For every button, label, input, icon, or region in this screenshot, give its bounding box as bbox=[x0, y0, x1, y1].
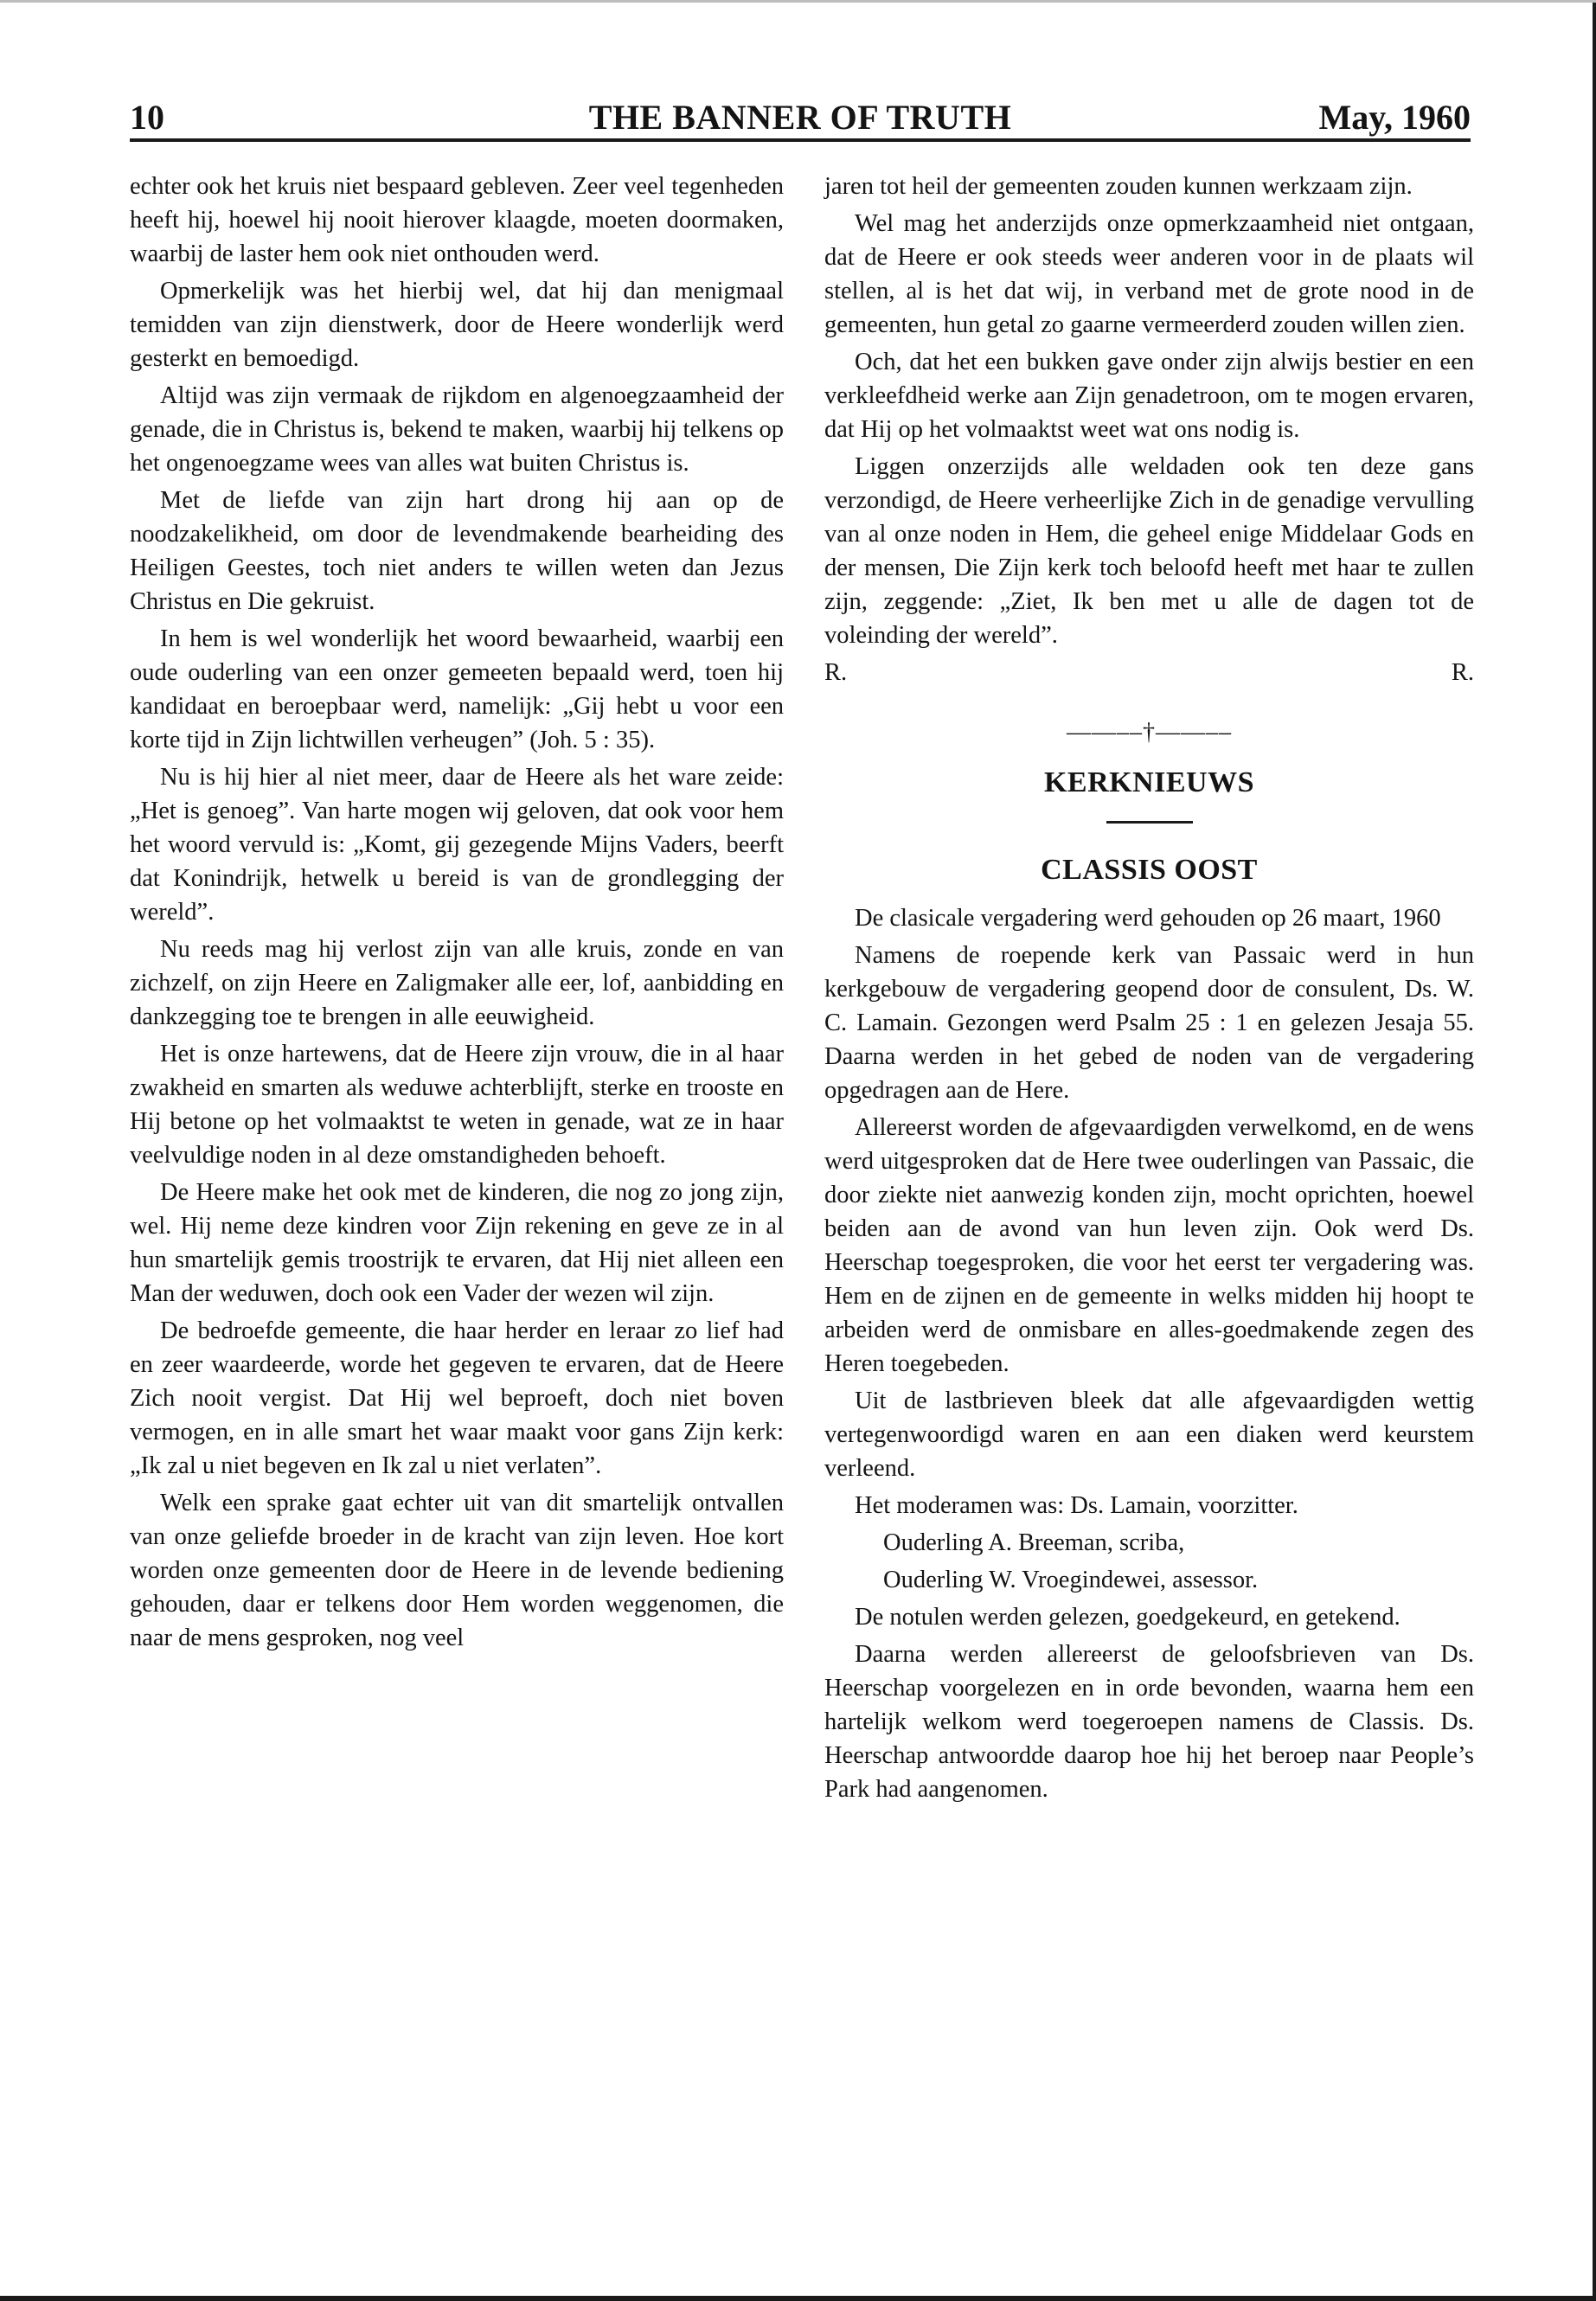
journal-title: THE BANNER OF TRUTH bbox=[588, 98, 1012, 137]
page-number: 10 bbox=[130, 98, 164, 137]
issue-date: May, 1960 bbox=[1318, 98, 1471, 137]
paragraph: Het is onze hartewens, dat de Heere zijn vrouw, die in al haar zwakheid en smarten als weduwe achterblijft, sterke en trooste en Hij betone op het volmaaktst te weten in genade, wat ze in haar veelvuldige noden in al deze omstandigheden behoeft. bbox=[130, 1041, 784, 1169]
paragraph: Wel mag het anderzijds onze opmerkzaamheid niet ontgaan, dat de Heere er ook steeds weer anderen voor in de plaats wil stellen, al is het dat wij, in verband met de grote nood in de gemeenten, hun getal zo gaarne vermeerderd zouden willen zien. bbox=[824, 210, 1474, 338]
paragraph: De clasicale vergadering werd gehouden op 26 maart, 1960 bbox=[855, 905, 1441, 932]
section-heading: KERKNIEUWS bbox=[1043, 766, 1255, 798]
moderamen-member: Ouderling A. Breeman, scriba, bbox=[883, 1529, 1185, 1556]
signature-row bbox=[824, 656, 1474, 689]
top-edge-rule bbox=[0, 0, 1596, 3]
paragraph: Opmerkelijk was het hierbij wel, dat hij dan menigmaal temidden van zijn dienstwerk, door de Heere wonderlijk werd gesterkt en bemoedigd. bbox=[130, 278, 784, 372]
paragraph: Nu is hij hier al niet meer, daar de Heere als het ware zeide: „Het is genoeg”. Van harte mogen wij geloven, dat ook voor hem het woord vervuld is: „Komt, gij gezegende Mijns Vaders, beerft dat Konindrijk, hetwelk u bereid is van de grondlegging der wereld”. bbox=[130, 764, 784, 926]
paragraph: In hem is wel wonderlijk het woord bewaarheid, waarbij een oude ouderling van een onzer gemeeten bepaald werd, toen hij kandidaat en beroepbaar werd, namelijk: „Gij hebt u voor een korte tijd in Zijn lichtwillen verheugen” (Joh. 5 : 35). bbox=[130, 625, 784, 753]
left-column bbox=[130, 170, 784, 1658]
paragraph: Met de liefde van zijn hart drong hij aan op de noodzakelikheid, om door de levendmakende bearheiding des Heiligen Geestes, toch niet anders te willen weten dan Jezus Christus en Die gekruist. bbox=[130, 487, 784, 615]
paragraph: Allereerst worden de afgevaardigden verwelkomd, en de wens werd uitgesproken dat de Here twee ouderlingen van Passaic, die door ziekte niet aanwezig konden zijn, mocht oprichten, hoewel beiden aan de avond van hun leven zijn. Ook werd Ds. Heerschap toegesproken, die voor het eerst ter vergadering was. Hem en de zijnen en de gemeente in welks midden hij hoopt te arbeiden werd de onmisbare en alles-goedmakende zegen des Heren toegebeden. bbox=[824, 1114, 1474, 1377]
paragraph: echter ook het kruis niet bespaard gebleven. Zeer veel tegenheden heeft hij, hoewel hij nooit hierover klaagde, moeten doormaken, waarbij de laster hem ook niet onthouden werd. bbox=[130, 173, 784, 267]
cross-divider: ——––†——–– bbox=[1067, 719, 1232, 746]
paragraph: Daarna werden allereerst de geloofsbrieven van Ds. Heerschap voorgelezen en in orde bevonden, waarna hem een hartelijk welkom werd toegeroepen namens de Classis. Ds. Heerschap antwoordde daarop hoe hij het beroep naar People’s Park had aangenomen. bbox=[824, 1641, 1474, 1803]
paragraph: Welk een sprake gaat echter uit van dit smartelijk ontvallen van onze geliefde broeder in de kracht van zijn leven. Hoe kort worden onze gemeenten door de Heere in de levende bediening gehouden, daar er telkens door Hem worden weggenomen, die naar de mens gesproken, nog veel bbox=[130, 1490, 784, 1651]
moderamen-member: Ouderling W. Vroegindewei, assessor. bbox=[883, 1567, 1259, 1593]
signature-initial-right: R. bbox=[1451, 659, 1474, 686]
paragraph: Och, dat het een bukken gave onder zijn alwijs bestier en een verkleefdheid werke aan Zijn genadetroon, om te mogen ervaren, dat Hij op het volmaaktst weet wat ons nodig is. bbox=[824, 349, 1474, 443]
paragraph: Uit de lastbrieven bleek dat alle afgevaardigden wettig vertegenwoordigd waren en aan een diaken werd keurstem verleend. bbox=[824, 1388, 1474, 1482]
signature-initial-left: R. bbox=[824, 659, 848, 686]
paragraph: jaren tot heil der gemeenten zouden kunnen werkzaam zijn. bbox=[824, 173, 1413, 200]
paragraph: Liggen onzerzijds alle weldaden ook ten deze gans verzondigd, de Heere verheerlijke Zich in de genadige vervulling van al onze noden in Hem, die geheel enige Middelaar Gods en der mensen, Die Zijn kerk toch beloofd heeft met haar te zullen zijn, zeggende: „Ziet, Ik ben met u alle de dagen tot de voleinding der wereld”. bbox=[824, 453, 1474, 649]
paragraph: De notulen werden gelezen, goedgekeurd, en getekend. bbox=[855, 1604, 1401, 1631]
header-rule bbox=[130, 138, 1471, 142]
moderamen-intro: Het moderamen was: Ds. Lamain, voorzitter. bbox=[855, 1492, 1298, 1519]
paragraph: De bedroefde gemeente, die haar herder en leraar zo lief had en zeer waardeerde, worde het gegeven te ervaren, dat de Heere Zich nooit vergist. Dat Hij wel beproeft, doch niet boven vermogen, en in alle smart het waar maakt voor gans Zijn kerk: „Ik zal u niet begeven en Ik zal u niet verlaten”. bbox=[130, 1317, 784, 1479]
right-column bbox=[824, 170, 1474, 1810]
paragraph: Altijd was zijn vermaak de rijkdom en algenoegzaamheid der genade, die in Christus is, bekend te maken, waarbij hij telkens op het ongenoegzame wees van alles wat buiten Christus is. bbox=[130, 382, 784, 477]
subheading: CLASSIS OOST bbox=[1041, 854, 1258, 886]
paragraph: De Heere make het ook met de kinderen, die nog zo jong zijn, wel. Hij neme deze kindren voor Zijn rekening en geve ze in al hun smartelijk gemis troostrijk te ervaren, dat Hij niet alleen een Man der weduwen, doch ook een Vader der wezen wil zijn. bbox=[130, 1179, 784, 1307]
heading-rule bbox=[1106, 821, 1193, 824]
paragraph: Nu reeds mag hij verlost zijn van alle kruis, zonde en van zichzelf, on zijn Heere en Zaligmaker alle eer, lof, aanbidding en dankzegging toe te brengen in alle eeuwigheid. bbox=[130, 936, 784, 1030]
running-header bbox=[130, 93, 1471, 142]
paragraph: Namens de roepende kerk van Passaic werd in hun kerkgebouw de vergadering geopend door de consulent, Ds. W. C. Lamain. Gezongen werd Psalm 25 : 1 en gelezen Jesaja 55. Daarna werden in het gebed de noden van de vergadering opgedragen aan de Here. bbox=[824, 942, 1474, 1104]
